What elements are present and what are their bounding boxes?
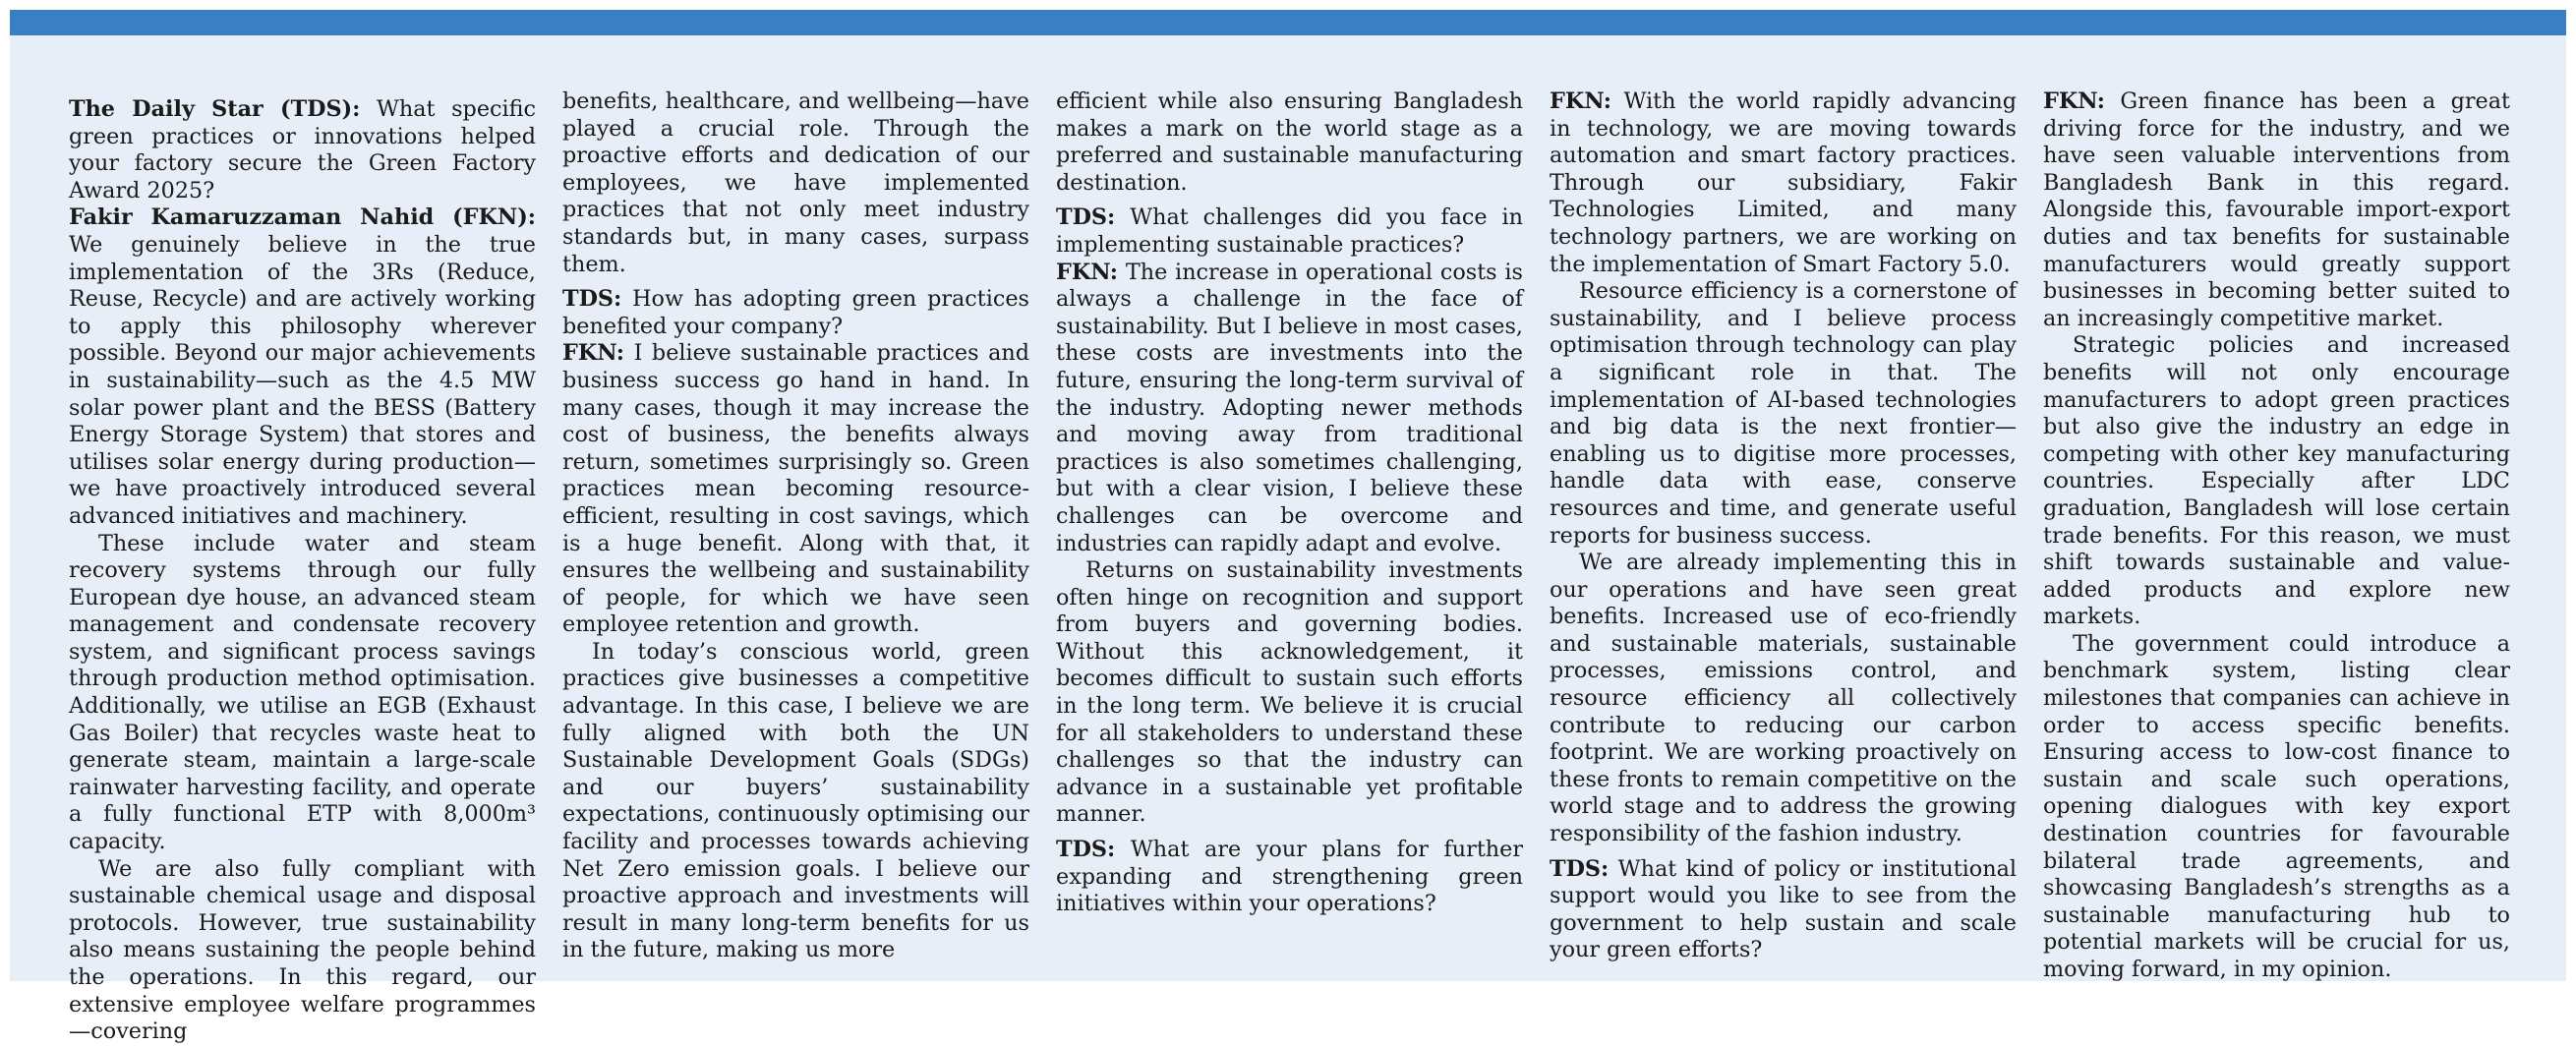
body-paragraph: [1056, 557, 1523, 829]
body-paragraph: [1550, 278, 2017, 550]
body-paragraph: [562, 639, 1029, 964]
body-paragraph: [69, 856, 536, 1046]
paragraph-text: I believe sustainable practices and business success go hand in hand. In many cases, though it may increase the cost of business, the benefits always return, sometimes surprisingly so. Green practices mean becoming resource-efficient, resulting in cost savings, which is a huge benefit. Along with that, it ensures the wellbeing and sustainability of people, for which we have seen employee retention and growth.: [562, 340, 1029, 638]
top-accent-bar: [10, 10, 2566, 35]
speaker-label: TDS:: [1550, 855, 1610, 882]
interview-answer: [1056, 88, 1523, 197]
speaker-label: FKN:: [1550, 88, 1612, 114]
article-column-2: [562, 88, 1029, 1046]
speaker-label: The Daily Star (TDS):: [69, 96, 361, 122]
interview-answer: [1550, 88, 2017, 278]
paragraph-text: Strategic policies and increased benefits will not only encourage manufacturers to adopt green practices but also give the industry an edge in competing with other key manufacturing countries. Especially after LDC graduation, Bangladesh will lose certain trade benefits. For this reason, we must shift towards sustainable and value-added products and explore new markets.: [2043, 332, 2510, 630]
body-paragraph: [1550, 550, 2017, 848]
paragraph-text: The government could introduce a benchmark system, listing clear milestones that companies can achieve in order to access specific benefits. Ensuring access to low-cost finance to sustain and scale such operations, opening dialogues with key export destination countries for favourable bilateral trade agreements, and showcasing Bangladesh’s strengths as a sustainable manufacturing hub to potential markets will be crucial for us, moving forward, in my opinion.: [2043, 630, 2510, 982]
paragraph-text: We are also fully compliant with sustainable chemical usage and disposal protocols. However, true sustainability also means sustaining the people behind the operations. In this regard, our extensive employee welfare programmes—covering: [69, 855, 536, 1045]
speaker-label: FKN:: [2043, 88, 2106, 114]
interview-question: [1056, 837, 1523, 918]
body-paragraph: [2043, 332, 2510, 631]
paragraph-text: What kind of policy or institutional support would you like to see from the government to help sustain and scale your green efforts?: [1550, 855, 2017, 963]
paragraph-text: The increase in operational costs is always a challenge in the face of sustainability. But I believe in most cases, these costs are investments into the future, ensuring the long-term survival of the industry. Adopting newer methods and moving away from traditional practices is also sometimes challenging, but with a clear vision, I believe these challenges can be overcome and industries can rapidly adapt and evolve.: [1056, 259, 1523, 556]
interview-answer: [2043, 88, 2510, 332]
paragraph-text: We are already implementing this in our operations and have seen great benefits. Increased use of eco-friendly and sustainable materials, sustainable processes, emissions control, and resource efficiency all collectively contribute to reducing our carbon footprint. We are working proactively on these fronts to remain competitive on the world stage and to address the growing responsibility of the fashion industry.: [1550, 550, 2017, 847]
interview-question: [1056, 204, 1523, 259]
interview-answer: [1056, 260, 1523, 558]
speaker-label: TDS:: [1056, 837, 1116, 863]
interview-question: [69, 96, 536, 204]
article-column-4: [1550, 88, 2017, 1046]
article-column-1: [69, 88, 536, 1046]
paragraph-text: With the world rapidly advancing in technology, we are moving towards automation and smart factory practices. Through our subsidiary, Fakir Technologies Limited, and many technology partners, we are working on the implementation of Smart Factory 5.0.: [1550, 88, 2017, 277]
paragraph-text: Green finance has been a great driving force for the industry, and we have seen valuable interventions from Bangladesh Bank in this regard. Alongside this, favourable import-export duties and tax benefits for sustainable manufacturers would greatly support businesses in becoming better suited to an increasingly competitive market.: [2043, 88, 2510, 331]
article-column-5: [2043, 88, 2510, 1046]
interview-question: [1550, 856, 2017, 964]
paragraph-text: What specific green practices or innovations helped your factory secure the Green Factory Award 2025?: [69, 96, 536, 203]
article-column-3: [1056, 88, 1523, 1046]
speaker-label: FKN:: [562, 340, 625, 367]
interview-answer: [69, 204, 536, 530]
paragraph-text: What are your plans for further expanding and strengthening green initiatives within your operations?: [1056, 837, 1523, 917]
article-columns: [69, 88, 2510, 1045]
interview-answer: [562, 88, 1029, 278]
speaker-label: FKN:: [1056, 259, 1119, 285]
paragraph-text: Returns on sustainability investments often hinge on recognition and support from buyers and governing bodies. Without this acknowledgement, it becomes difficult to sustain such efforts in the long term. We believe it is crucial for all stakeholders to understand these challenges so that the industry can advance in a sustainable yet profitable manner.: [1056, 557, 1523, 828]
paragraph-text: benefits, healthcare, and wellbeing—have played a crucial role. Through the proactive efforts and dedication of our employees, we have implemented practices that not only meet industry standards but, in many cases, surpass them.: [562, 88, 1029, 277]
paragraph-text: In today’s conscious world, green practices give businesses a competitive advantage. In this case, I believe we are fully aligned with both the UN Sustainable Development Goals (SDGs) and our buyers’ sustainability expectations, continuously optimising our facility and processes towards achieving Net Zero emission goals. I believe our proactive approach and investments will result in many long-term benefits for us in the future, making us more: [562, 638, 1029, 963]
paragraph-text: efficient while also ensuring Bangladesh makes a mark on the world stage as a preferred and sustainable manufacturing destination.: [1056, 88, 1523, 196]
body-paragraph: [69, 531, 536, 856]
body-paragraph: [2043, 631, 2510, 984]
interview-answer: [562, 340, 1029, 639]
speaker-label: TDS:: [1056, 204, 1116, 231]
paragraph-text: We genuinely believe in the true implementation of the 3Rs (Reduce, Reuse, Recycle) and are actively working to apply this philosophy wherever possible. Beyond our major achievements in sustainability—such as the 4.5 MW solar power plant and the BESS (Battery Energy Storage System) that stores and utilises solar energy during production—we have proactively introduced several advanced initiatives and machinery.: [69, 231, 536, 529]
paragraph-text: What challenges did you face in implementing sustainable practices?: [1056, 204, 1523, 258]
paragraph-text: How has adopting green practices benefited your company?: [562, 286, 1029, 339]
speaker-label: TDS:: [562, 286, 622, 313]
speaker-label: Fakir Kamaruzzaman Nahid (FKN):: [69, 204, 536, 231]
paragraph-text: Resource efficiency is a cornerstone of sustainability, and I believe process optimisation through technology can play a significant role in that. The implementation of AI-based technologies and big data is the next frontier—enabling us to digitise more processes, handle data with ease, conserve resources and time, and generate useful reports for business success.: [1550, 278, 2017, 549]
paragraph-text: These include water and steam recovery systems through our fully European dye house, an advanced steam management and condensate recovery system, and significant process savings through production method optimisation. Additionally, we utilise an EGB (Exhaust Gas Boiler) that recycles waste heat to generate steam, maintain a large-scale rainwater harvesting facility, and operate a fully functional ETP with 8,000m³ capacity.: [69, 530, 536, 855]
interview-question: [562, 286, 1029, 340]
